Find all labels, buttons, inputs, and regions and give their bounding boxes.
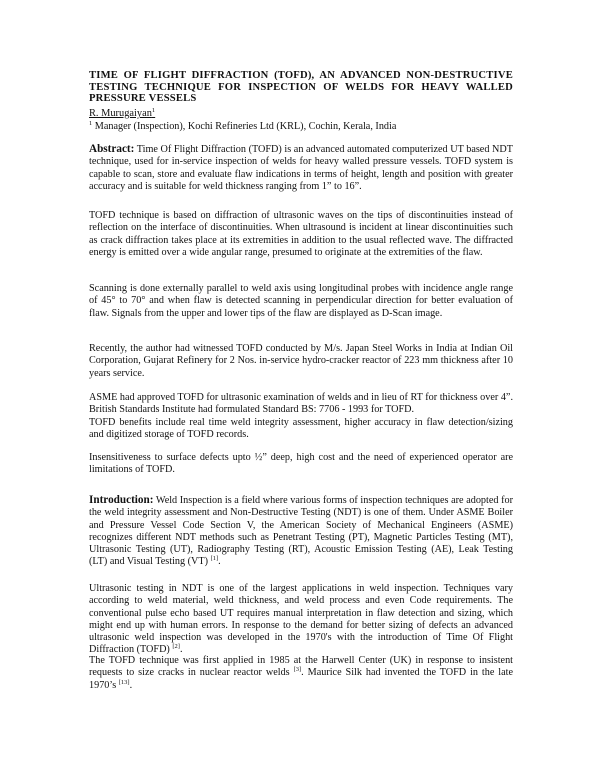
- ut-citation: [2]: [172, 643, 180, 651]
- author-superscript: 1: [151, 107, 156, 114]
- body-paragraph-asme: ASME had approved TOFD for ultrasonic examination of welds and in lieu of RT for thickness over 4”. British Standards Institute had formulated Standard BS: 7706 - 1993 for TOFD.: [89, 392, 513, 416]
- paper-title: TIME OF FLIGHT DIFFRACTION (TOFD), AN ADVANCED NON-DESTRUCTIVE TESTING TECHNIQUE FOR INSPECTION OF WELDS FOR HEAVY WALLED PRESSURE VESSELS: [89, 70, 513, 104]
- author-name: [89, 108, 513, 120]
- history-citation-2: [13]: [118, 678, 130, 686]
- body-paragraph-scanning: Scanning is done externally parallel to weld axis using longitudinal probes with incidence angle range of 45° to 70° and when flaw is detected scanning in perpendicular direction for better evaluation of flaw. Signals from the upper and lower tips of the flaw are displayed as D-Scan image.: [89, 283, 513, 319]
- body-paragraph-benefits: TOFD benefits include real time weld integrity assessment, higher accuracy in flaw detection/sizing and digitized storage of TOFD records.: [89, 417, 513, 441]
- introduction-text: Weld Inspection is a field where various forms of inspection techniques are adopted for the weld integrity assessment and Non-Destructive Testing (NDT) is one of them. Under ASME Boiler and Pressure Vessel Code Section V, the American Society of Mechanical Engineers (ASME) recognizes different NDT methods such as Penetrant Testing (PT), Magnetic Particles Testing (MT), Ultrasonic Testing (UT), Radiography Testing (RT), Acoustic Emission Testing (AE), Leak Testing (LT) and Visual Testing (VT): [89, 495, 513, 568]
- introduction-end: .: [218, 556, 221, 568]
- ut-text: Ultrasonic testing in NDT is one of the largest applications in weld inspection. Techniques vary according to weld material, weld thickness, and weld process and even Code requirements. The conventional pulse echo based UT requires manual interpretation in flaw detection and sizing, which might end up with human errors. In response to the demand for better sizing of defects an advanced ultrasonic weld inspection was developed in the 1970's with the introduction of Time Of Flight Diffraction (TOFD): [89, 583, 513, 656]
- history-paragraph: [89, 655, 513, 692]
- affiliation-text: Manager (Inspection), Kochi Refineries Ltd (KRL), Cochin, Kerala, India: [94, 121, 397, 132]
- author-name-text: R. Murugaiyan: [89, 108, 152, 119]
- ut-paragraph: [89, 583, 513, 657]
- body-paragraph-limitations: Insensitiveness to surface defects upto ½” deep, high cost and the need of experienced operator are limitations of TOFD.: [89, 452, 513, 476]
- history-text-2: . Maurice Silk had invented the TOFD in the late 1970’s: [89, 667, 514, 691]
- author-affiliation: [89, 121, 513, 133]
- history-end: .: [129, 679, 133, 691]
- introduction-paragraph: [89, 494, 513, 569]
- body-paragraph-witness: Recently, the author had witnessed TOFD conducted by M/s. Japan Steel Works in India at Indian Oil Corporation, Gujarat Refinery for 2 Nos. in-service hydro-cracker reactor of 223 mm thickness after 10 years service.: [89, 343, 513, 379]
- history-citation-1: [3]: [293, 666, 302, 674]
- abstract-text: Time Of Flight Diffraction (TOFD) is an advanced automated computerized UT based NDT technique, used for in-service inspection of welds for heavy walled pressure vessels. TOFD system is capable to scan, store and evaluate flaw indications in terms of height, length and position with greater accuracy and is suitable for weld thickness ranging from 1” to 16”.: [89, 144, 513, 192]
- history-text-1: The TOFD technique was first applied in 1985 at the Harwell Center (UK) in response to insistent requests to size cracks in nuclear reactor welds: [89, 655, 513, 679]
- abstract-label: Abstract:: [89, 143, 135, 155]
- introduction-citation: [1]: [210, 555, 219, 563]
- introduction-label: Introduction:: [89, 494, 154, 506]
- abstract-paragraph: [89, 143, 513, 193]
- body-paragraph-diffraction: TOFD technique is based on diffraction of ultrasonic waves on the tips of discontinuities instead of reflection on the interface of discontinuities. When ultrasound is incident at linear discontinuities such as crack diffraction takes place at its extremities in addition to the usual reflected wave. The diffracted energy is emitted over a wide angular range, presumed to originate at the extremities of the flaw.: [89, 210, 513, 258]
- affiliation-superscript: 1: [89, 120, 93, 127]
- ut-end: .: [179, 644, 183, 656]
